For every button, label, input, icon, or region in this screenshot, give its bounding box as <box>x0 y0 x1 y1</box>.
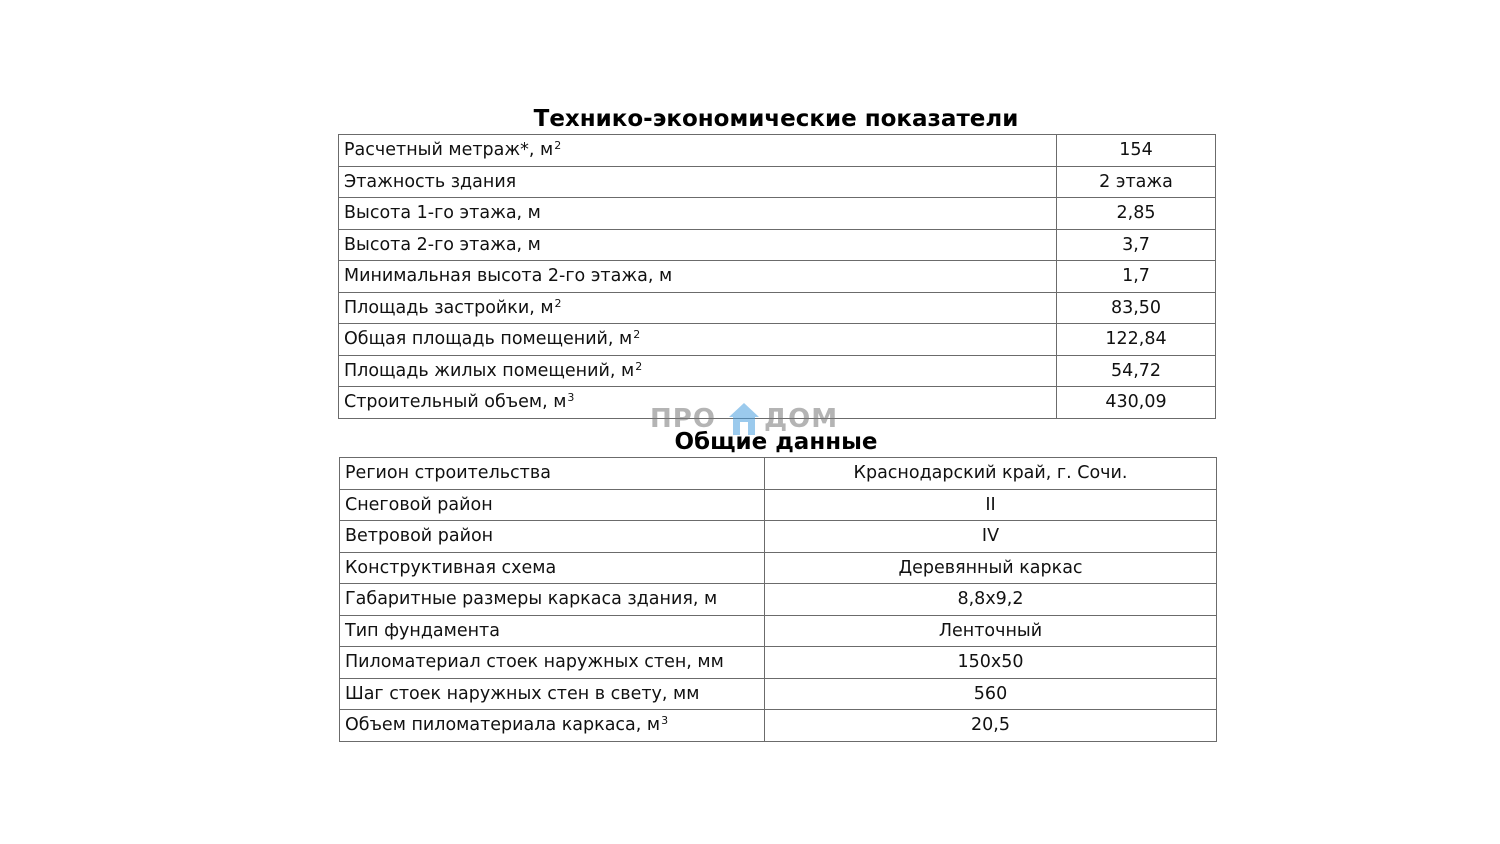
row-label-cell <box>340 521 765 553</box>
row-label-cell <box>340 710 765 742</box>
row-label-cell <box>339 135 1057 167</box>
row-value: 20,5 <box>765 710 1217 742</box>
table-row <box>340 489 1217 521</box>
row-value: IV <box>765 521 1217 553</box>
row-value: 3,7 <box>1057 229 1216 261</box>
row-label-cell <box>339 324 1057 356</box>
table-row <box>340 521 1217 553</box>
table-row <box>339 166 1216 198</box>
table-row <box>340 458 1217 490</box>
row-label: Тип фундамента <box>345 620 500 641</box>
row-label: Снеговой район <box>345 494 493 515</box>
unit-exponent: 2 <box>554 139 562 153</box>
table-row <box>339 135 1216 167</box>
row-value: 8,8х9,2 <box>765 584 1217 616</box>
table-row <box>339 355 1216 387</box>
row-value: 122,84 <box>1057 324 1216 356</box>
row-label-cell <box>339 261 1057 293</box>
tech-indicators-table <box>338 134 1216 419</box>
row-value: 2,85 <box>1057 198 1216 230</box>
row-label: Шаг стоек наружных стен в свету, мм <box>345 683 700 704</box>
row-label: Ветровой район <box>345 526 494 547</box>
row-label-cell <box>340 458 765 490</box>
row-label-cell <box>340 584 765 616</box>
row-value: 430,09 <box>1057 387 1216 419</box>
tech-indicators-title: Технико-экономические показатели <box>533 106 1019 132</box>
row-label: Площадь жилых помещений, м <box>344 360 635 381</box>
row-label: Конструктивная схема <box>345 557 557 578</box>
row-value: Краснодарский край, г. Сочи. <box>765 458 1217 490</box>
row-label: Высота 1-го этажа, м <box>344 203 541 224</box>
row-value: Ленточный <box>765 615 1217 647</box>
general-data-title: Общие данные <box>674 429 878 455</box>
row-label: Регион строительства <box>345 463 551 484</box>
row-value: 54,72 <box>1057 355 1216 387</box>
table-row <box>340 678 1217 710</box>
row-value: 154 <box>1057 135 1216 167</box>
unit-exponent: 3 <box>661 714 669 728</box>
row-label: Строительный объем, м <box>344 392 567 413</box>
general-data-table <box>339 457 1217 742</box>
row-label: Расчетный метраж*, м <box>344 140 554 161</box>
row-label: Общая площадь помещений, м <box>344 329 633 350</box>
row-label-cell <box>340 489 765 521</box>
unit-exponent: 2 <box>554 296 562 310</box>
unit-exponent: 2 <box>635 359 643 373</box>
row-label: Этажность здания <box>344 171 517 192</box>
row-label: Габаритные размеры каркаса здания, м <box>345 589 718 610</box>
row-value: II <box>765 489 1217 521</box>
row-label: Площадь застройки, м <box>344 297 554 318</box>
row-label-cell <box>339 292 1057 324</box>
unit-exponent: 3 <box>567 391 575 405</box>
row-label: Пиломатериал стоек наружных стен, мм <box>345 652 724 673</box>
table-row <box>339 292 1216 324</box>
table-row <box>339 229 1216 261</box>
row-value: 560 <box>765 678 1217 710</box>
row-label: Минимальная высота 2-го этажа, м <box>344 266 673 287</box>
table-row <box>340 615 1217 647</box>
row-value: Деревянный каркас <box>765 552 1217 584</box>
row-label-cell <box>339 198 1057 230</box>
row-label: Объем пиломатериала каркаса, м <box>345 715 661 736</box>
watermark-text-left: ПРО <box>650 404 716 434</box>
row-label-cell <box>340 678 765 710</box>
table-row <box>339 198 1216 230</box>
row-value: 83,50 <box>1057 292 1216 324</box>
row-value: 150х50 <box>765 647 1217 679</box>
row-label-cell <box>339 229 1057 261</box>
row-label-cell <box>339 355 1057 387</box>
unit-exponent: 2 <box>633 328 641 342</box>
table-row <box>339 324 1216 356</box>
row-label-cell <box>340 615 765 647</box>
row-value: 2 этажа <box>1057 166 1216 198</box>
row-label-cell <box>339 166 1057 198</box>
table-row <box>340 647 1217 679</box>
row-label-cell <box>340 552 765 584</box>
watermark-text-right: ДОМ <box>764 404 839 434</box>
table-row <box>340 710 1217 742</box>
table-row <box>340 584 1217 616</box>
row-label-cell <box>340 647 765 679</box>
row-value: 1,7 <box>1057 261 1216 293</box>
row-label: Высота 2-го этажа, м <box>344 234 541 255</box>
table-row <box>340 552 1217 584</box>
table-row <box>339 261 1216 293</box>
